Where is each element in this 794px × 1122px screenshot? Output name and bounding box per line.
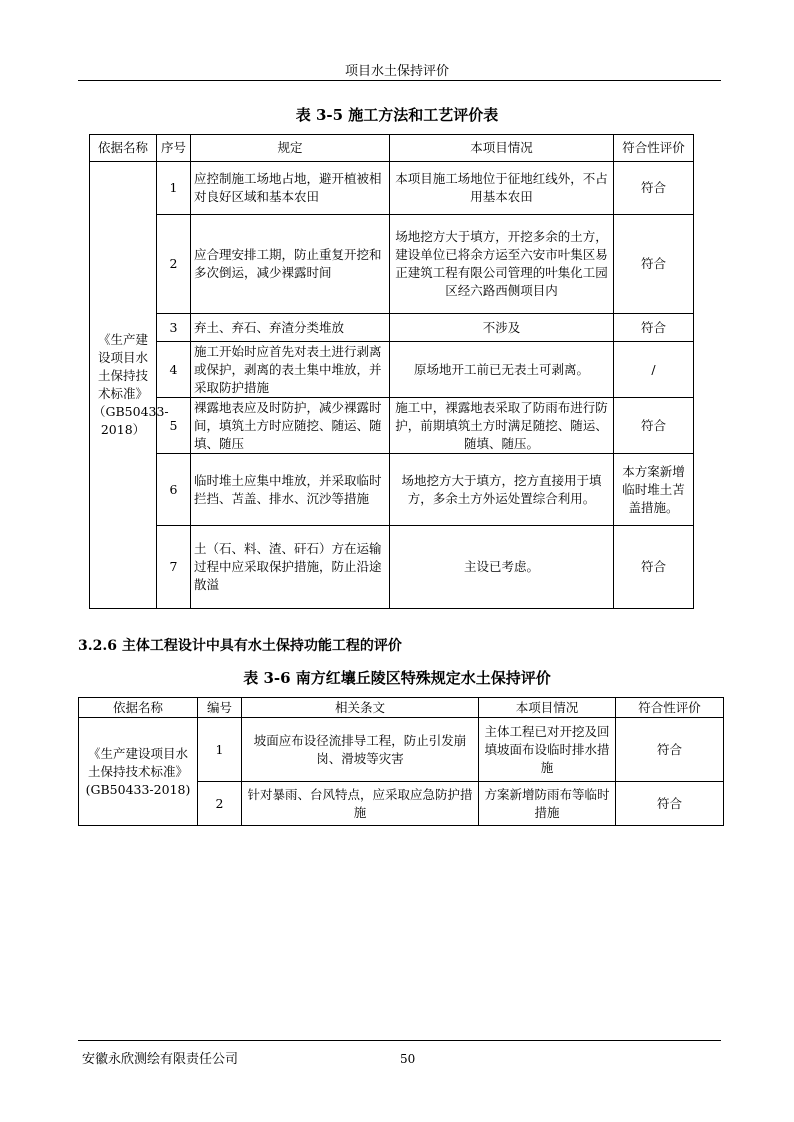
row-eval: 符合 [614,215,694,314]
col-header-situation: 本项目情况 [479,698,616,718]
table-row [79,718,724,782]
table-row [90,215,694,314]
row-no: 4 [157,342,191,398]
row-situation: 原场地开工前已无表土可剥离。 [390,342,614,398]
row-situation: 主体工程已对开挖及回填坡面布设临时排水措施 [479,718,616,782]
row-no: 7 [157,526,191,609]
col-header-rule: 规定 [191,135,390,162]
row-rule: 坡面应布设径流排导工程，防止引发崩岗、滑坡等灾害 [242,718,479,782]
footer-divider [78,1040,721,1041]
table2-caption: 表 3-6 南方红壤丘陵区特殊规定水土保持评价 [243,669,551,687]
row-no: 6 [157,454,191,526]
row-no: 1 [157,162,191,215]
row-situation: 方案新增防雨布等临时措施 [479,782,616,826]
red-soil-evaluation-table [78,697,724,826]
row-rule: 应合理安排工期，防止重复开挖和多次倒运，减少裸露时间 [191,215,390,314]
construction-method-table [89,134,694,609]
table-row [90,342,694,398]
row-rule: 施工开始时应首先对表土进行剥离或保护，剥离的表土集中堆放，并采取防护措施 [191,342,390,398]
table-row [90,314,694,342]
row-situation: 不涉及 [390,314,614,342]
table-header-row [90,135,694,162]
basis-cell: 《生产建设项目水土保持技术标准》(GB50433-2018) [79,718,198,826]
row-eval: 符合 [616,782,724,826]
col-header-eval: 符合性评价 [614,135,694,162]
header-divider [78,80,721,81]
row-rule: 土（石、料、渣、矸石）方在运输过程中应采取保护措施，防止沿途散溢 [191,526,390,609]
row-eval: / [614,342,694,398]
row-eval: 符合 [614,314,694,342]
basis-cell: 《生产建设项目水土保持技术标准》（GB50433-2018） [90,162,157,609]
row-rule: 裸露地表应及时防护，减少裸露时间，填筑土方时应随挖、随运、随填、随压 [191,398,390,454]
row-eval: 符合 [616,718,724,782]
table-header-row [79,698,724,718]
row-rule: 针对暴雨、台风特点，应采取应急防护措施 [242,782,479,826]
col-header-basis: 依据名称 [79,698,198,718]
table-row [90,398,694,454]
row-situation: 场地挖方大于填方，开挖多余的土方，建设单位已将余方运至六安市叶集区易正建筑工程有限公司管理的叶集化工园区经六路西侧项目内 [390,215,614,314]
row-rule: 应控制施工场地占地，避开植被相对良好区域和基本农田 [191,162,390,215]
row-eval: 符合 [614,162,694,215]
col-header-eval: 符合性评价 [616,698,724,718]
section-heading: 3.2.6 主体工程设计中具有水土保持功能工程的评价 [78,638,402,654]
col-header-basis: 依据名称 [90,135,157,162]
footer-company: 安徽永欣测绘有限责任公司 [82,1052,239,1067]
col-header-no: 序号 [157,135,191,162]
col-header-situation: 本项目情况 [390,135,614,162]
row-situation: 施工中，裸露地表采取了防雨布进行防护，前期填筑土方时满足随挖、随运、随填、随压。 [390,398,614,454]
page-header-title: 项目水土保持评价 [344,64,449,79]
col-header-clause: 相关条文 [242,698,479,718]
row-no: 2 [198,782,242,826]
row-situation: 主设已考虑。 [390,526,614,609]
row-rule: 弃土、弃石、弃渣分类堆放 [191,314,390,342]
col-header-no: 编号 [198,698,242,718]
row-rule: 临时堆土应集中堆放，并采取临时拦挡、苫盖、排水、沉沙等措施 [191,454,390,526]
table1-caption: 表 3-5 施工方法和工艺评价表 [295,106,499,124]
table-row [90,454,694,526]
row-situation: 本项目施工场地位于征地红线外，不占用基本农田 [390,162,614,215]
row-no: 1 [198,718,242,782]
table-row [90,162,694,215]
row-eval: 符合 [614,526,694,609]
row-no: 2 [157,215,191,314]
row-situation: 场地挖方大于填方，挖方直接用于填方，多余土方外运处置综合利用。 [390,454,614,526]
table-row [90,526,694,609]
page-number: 50 [400,1052,416,1066]
row-eval: 本方案新增临时堆土苫盖措施。 [614,454,694,526]
row-eval: 符合 [614,398,694,454]
row-no: 3 [157,314,191,342]
row-no: 5 [157,398,191,454]
